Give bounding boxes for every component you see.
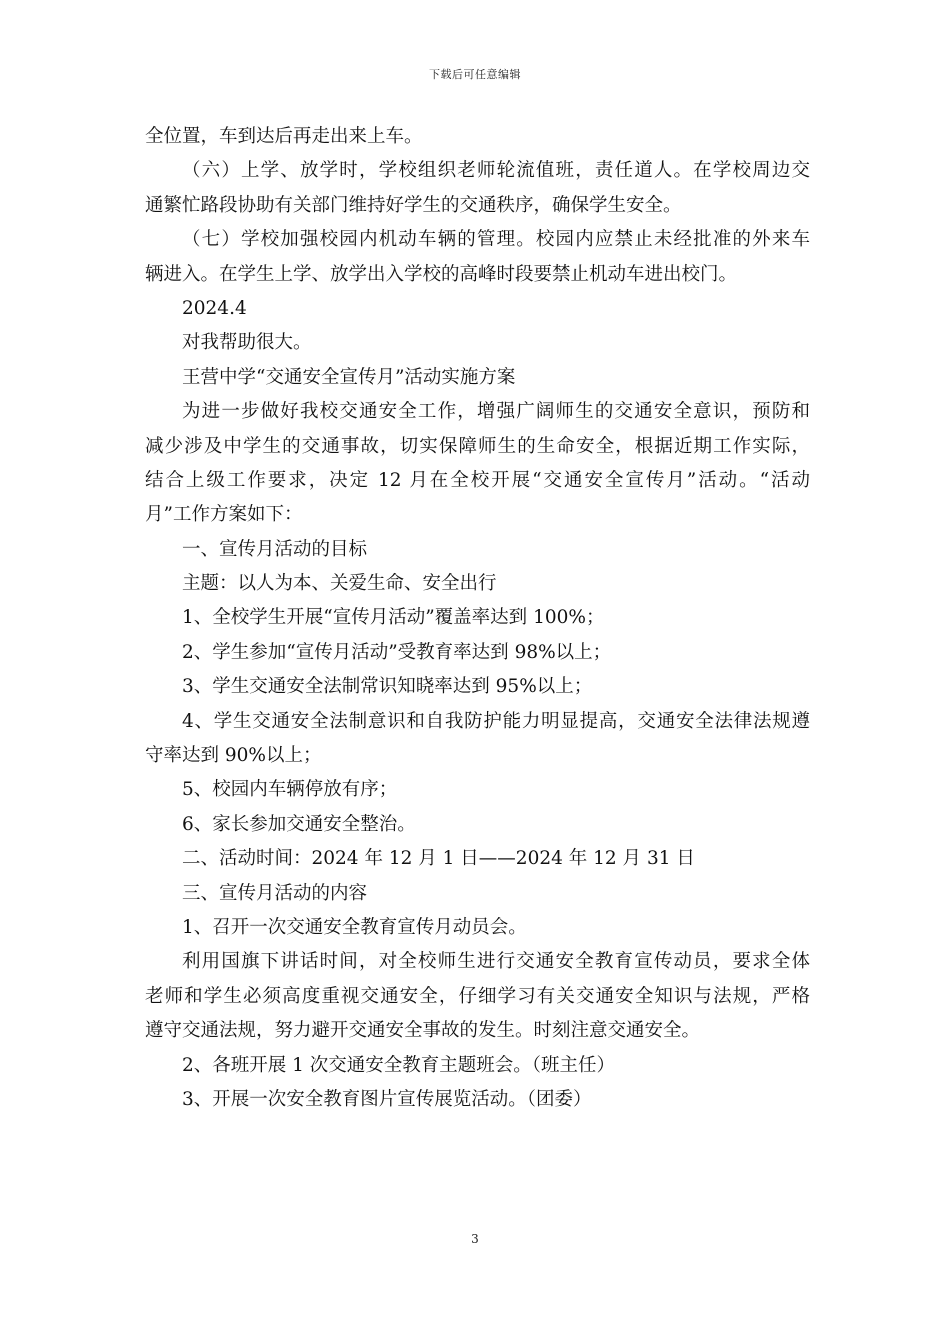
list-item: 2、各班开展 1 次交通安全教育主题班会。（班主任） [182, 1054, 616, 1076]
paragraph-line: 月”工作方案如下： [145, 504, 303, 526]
list-item: 3、学生交通安全法制常识知晓率达到 95%以上； [182, 676, 593, 698]
paragraph-line: 老师和学生必须高度重视交通安全，仔细学习有关交通安全知识与法规，严格 [145, 985, 810, 1007]
list-item: 2、学生参加“宣传月活动”受教育率达到 98%以上； [182, 641, 612, 663]
list-item: 3、开展一次安全教育图片宣传展览活动。（团委） [182, 1088, 592, 1110]
list-item: 4、学生交通安全法制意识和自我防护能力明显提高，交通安全法律法规遵 [182, 710, 810, 732]
document-body [145, 120, 810, 1117]
paragraph-line: 全位置，车到达后再走出来上车。 [145, 126, 423, 147]
paragraph-line: 主题：以人为本、关爱生命、安全出行 [182, 573, 497, 595]
paragraph-line: 对我帮助很大。 [182, 332, 312, 354]
paragraph-line: （七）学校加强校园内机动车辆的管理。校园内应禁止未经批准的外来车 [182, 229, 810, 251]
page-header: 下载后可任意编辑 [429, 68, 521, 81]
list-item-continuation: 守率达到 90%以上； [145, 745, 322, 767]
list-item: 1、全校学生开展“宣传月活动”覆盖率达到 100%； [182, 607, 605, 629]
date-line: 2024.4 [182, 297, 247, 319]
paragraph-line: 通繁忙路段协助有关部门维持好学生的交通秩序，确保学生安全。 [145, 194, 682, 216]
paragraph-line: 结合上级工作要求，决定 12 月在全校开展“交通安全宣传月”活动。“活动 [145, 469, 810, 491]
list-item: 6、家长参加交通安全整治。 [182, 813, 416, 835]
paragraph-line: 利用国旗下讲话时间，对全校师生进行交通安全教育宣传动员，要求全体 [182, 951, 810, 973]
paragraph-line: 为进一步做好我校交通安全工作，增强广阔师生的交通安全意识，预防和 [182, 401, 810, 423]
section-heading: 一、宣传月活动的目标 [182, 538, 368, 560]
section-heading: 三、宣传月活动的内容 [182, 882, 368, 904]
paragraph-line: 减少涉及中学生的交通事故，切实保障师生的生命安全，根据近期工作实际， [145, 435, 810, 457]
section-heading: 二、活动时间：2024 年 12 月 1 日——2024 年 12 月 31 日 [182, 848, 695, 870]
list-item: 1、召开一次交通安全教育宣传月动员会。 [182, 916, 527, 938]
paragraph-line: 辆进入。在学生上学、放学出入学校的高峰时段要禁止机动车进出校门。 [145, 263, 738, 285]
paragraph-line: （六）上学、放学时，学校组织老师轮流值班，责任道人。在学校周边交 [182, 160, 810, 182]
paragraph-line: 遵守交通法规，努力避开交通安全事故的发生。时刻注意交通安全。 [145, 1020, 701, 1042]
page-number: 3 [471, 1232, 479, 1246]
list-item: 5、校园内车辆停放有序； [182, 779, 398, 801]
document-title: 王营中学“交通安全宣传月”活动实施方案 [182, 366, 516, 388]
